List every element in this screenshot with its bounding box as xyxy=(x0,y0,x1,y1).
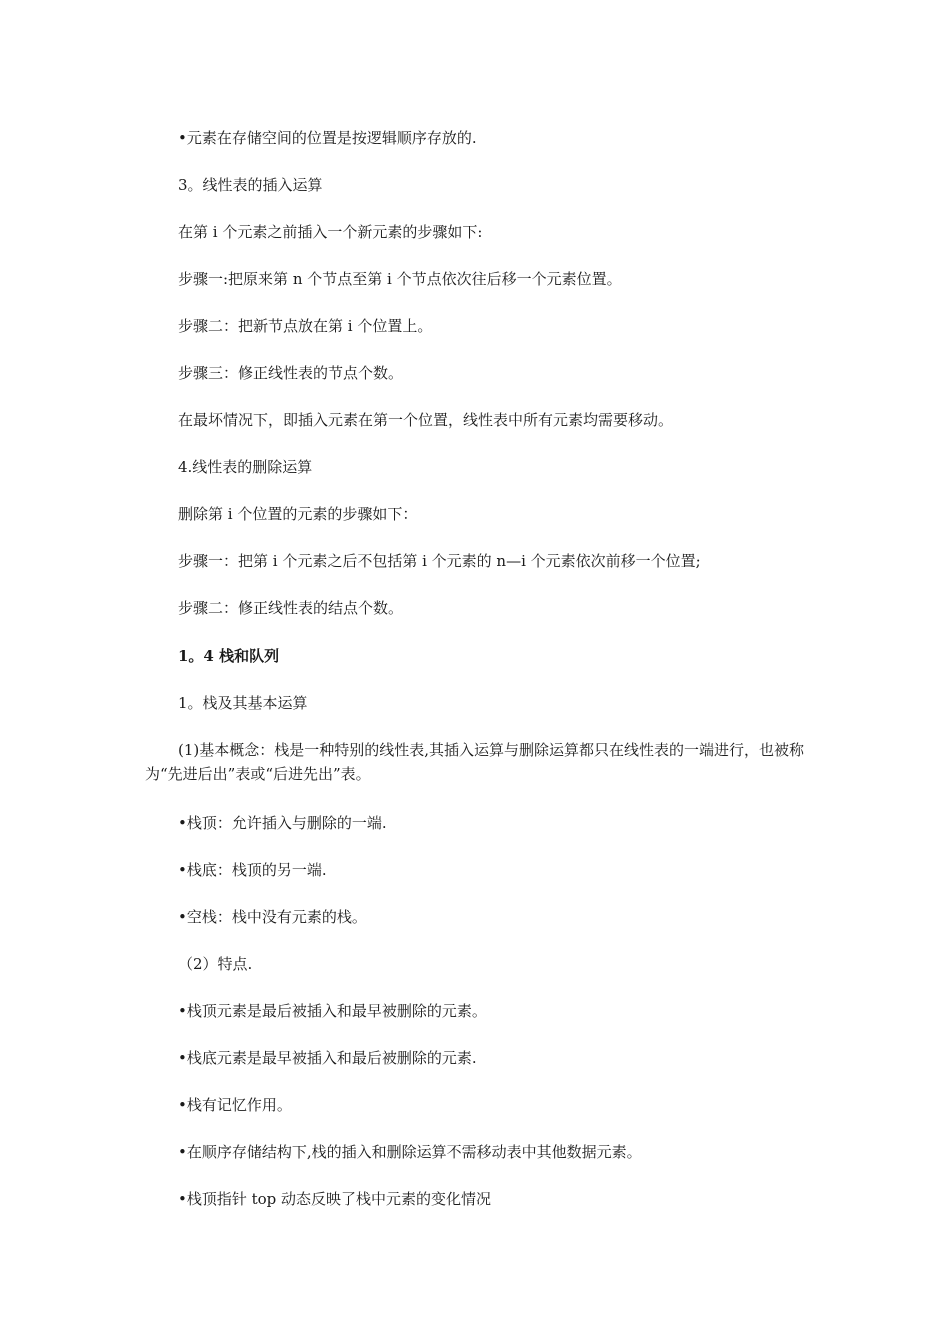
stack-concept-paragraph: (1)基本概念：栈是一种特别的线性表,其插入运算与删除运算都只在线性表的一端进行，也被称为“先进后出”表或“后进先出”表。 xyxy=(145,741,805,783)
delete-step-2: 步骤二：修正线性表的结点个数。 xyxy=(178,599,404,617)
insert-step-3: 步骤三：修正线性表的节点个数。 xyxy=(178,364,404,382)
subsection-stack-basics: 1。栈及其基本运算 xyxy=(178,694,308,712)
delete-step-1: 步骤一：把第 i 个元素之后不包括第 i 个元素的 n—i 个元素依次前移一个位置; xyxy=(178,552,701,570)
insert-step-2: 步骤二：把新节点放在第 i 个位置上。 xyxy=(178,317,433,335)
section-delete-operation: 4.线性表的删除运算 xyxy=(178,458,313,476)
bullet-bottom-element: •栈底元素是最早被插入和最后被删除的元素. xyxy=(178,1049,477,1067)
bullet-sequential-storage: •元素在存储空间的位置是按逻辑顺序存放的. xyxy=(178,129,477,147)
section-insert-operation: 3。线性表的插入运算 xyxy=(178,176,323,194)
delete-steps-intro: 删除第 i 个位置的元素的步骤如下： xyxy=(178,505,418,523)
bullet-empty-stack: •空栈：栈中没有元素的栈。 xyxy=(178,908,367,926)
insert-step-1: 步骤一:把原来第 n 个节点至第 i 个节点依次往后移一个元素位置。 xyxy=(178,270,622,288)
bullet-top-pointer: •栈顶指针 top 动态反映了栈中元素的变化情况 xyxy=(178,1190,492,1208)
insert-worst-case: 在最坏情况下，即插入元素在第一个位置，线性表中所有元素均需要移动。 xyxy=(178,411,674,429)
features-heading: （2）特点. xyxy=(178,955,253,973)
bullet-no-move: •在顺序存储结构下,栈的插入和删除运算不需移动表中其他数据元素。 xyxy=(178,1143,642,1161)
insert-steps-intro: 在第 i 个元素之前插入一个新元素的步骤如下: xyxy=(178,223,483,241)
section-heading-stack-queue: 1。4 栈和队列 xyxy=(178,647,280,665)
bullet-top-element: •栈顶元素是最后被插入和最早被删除的元素。 xyxy=(178,1002,487,1020)
bullet-stack-top: •栈顶：允许插入与删除的一端. xyxy=(178,814,387,832)
bullet-memory: •栈有记忆作用。 xyxy=(178,1096,292,1114)
bullet-stack-bottom: •栈底：栈顶的另一端. xyxy=(178,861,327,879)
